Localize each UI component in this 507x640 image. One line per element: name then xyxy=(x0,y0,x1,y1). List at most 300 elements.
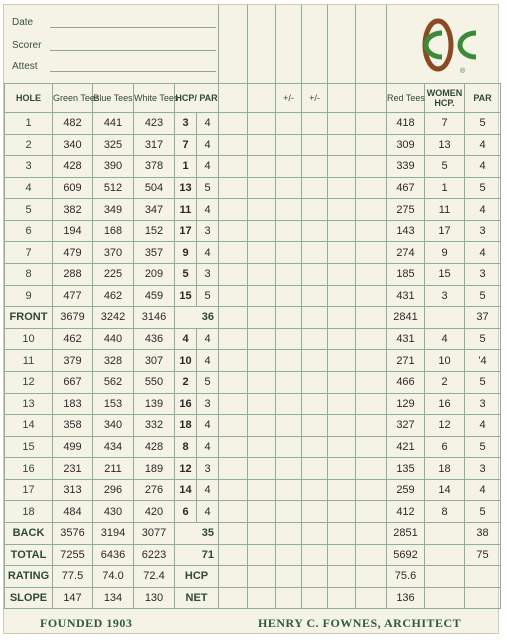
score-entry-cell[interactable] xyxy=(276,242,302,264)
red-yardage: 275 xyxy=(387,199,425,221)
hole-par: 5 xyxy=(197,285,219,307)
green-yardage: 499 xyxy=(53,436,93,458)
hole-par: 5 xyxy=(197,177,219,199)
score-entry-cell[interactable] xyxy=(248,479,276,501)
divider xyxy=(247,5,248,83)
score-entry-cell[interactable] xyxy=(356,587,387,609)
par-total: 35 xyxy=(175,522,219,544)
score-entry-cell[interactable] xyxy=(356,134,387,156)
score-entry-cell[interactable] xyxy=(302,436,328,458)
hole-row xyxy=(5,177,501,199)
date-field[interactable] xyxy=(12,17,33,28)
hole-par: 4 xyxy=(197,156,219,178)
green-slope: 147 xyxy=(53,587,93,609)
scorer-label: Scorer xyxy=(12,40,42,51)
green-yardage: 667 xyxy=(53,371,93,393)
score-entry-cell[interactable] xyxy=(219,285,248,307)
score-entry-cell[interactable] xyxy=(276,393,302,415)
hole-handicap: 5 xyxy=(175,264,197,286)
women-par: 3 xyxy=(465,220,501,242)
hole-number: 17 xyxy=(5,479,53,501)
score-entry-cell[interactable] xyxy=(302,285,328,307)
white-rating: 72.4 xyxy=(134,566,175,588)
score-entry-cell[interactable] xyxy=(328,479,356,501)
score-entry-cell[interactable] xyxy=(276,264,302,286)
score-entry-cell[interactable] xyxy=(356,156,387,178)
score-entry-cell[interactable] xyxy=(219,371,248,393)
score-entry-cell[interactable] xyxy=(276,479,302,501)
score-entry-cell[interactable] xyxy=(276,501,302,523)
registered-mark: ® xyxy=(460,68,466,75)
score-entry-cell[interactable] xyxy=(302,415,328,437)
hole-par: 3 xyxy=(197,393,219,415)
score-entry-cell[interactable] xyxy=(219,307,248,329)
white-yardage: 152 xyxy=(134,220,175,242)
score-entry-cell[interactable] xyxy=(219,458,248,480)
red-rating: 75.6 xyxy=(387,566,425,588)
score-entry-cell[interactable] xyxy=(248,458,276,480)
white-yardage: 317 xyxy=(134,134,175,156)
women-handicap: 17 xyxy=(425,220,465,242)
women-hcp-blank xyxy=(425,544,465,566)
blue-total: 3242 xyxy=(93,307,134,329)
score-entry-cell[interactable] xyxy=(328,371,356,393)
score-entry-cell[interactable] xyxy=(276,350,302,372)
hole-number: 7 xyxy=(5,242,53,264)
score-entry-cell[interactable] xyxy=(219,479,248,501)
white-yardage: 332 xyxy=(134,415,175,437)
score-entry-cell[interactable] xyxy=(248,113,276,135)
score-entry-cell[interactable] xyxy=(356,242,387,264)
women-par: 4 xyxy=(465,199,501,221)
white-yardage: 189 xyxy=(134,458,175,480)
score-entry-cell[interactable] xyxy=(219,587,248,609)
red-yardage: 467 xyxy=(387,177,425,199)
white-yardage: 139 xyxy=(134,393,175,415)
divider xyxy=(275,5,276,83)
score-entry-cell[interactable] xyxy=(356,113,387,135)
red-yardage: 259 xyxy=(387,479,425,501)
score-entry-cell[interactable] xyxy=(356,328,387,350)
score-entry-cell[interactable] xyxy=(219,134,248,156)
score-entry-cell[interactable] xyxy=(328,393,356,415)
score-entry-cell[interactable] xyxy=(248,177,276,199)
women-par: 4 xyxy=(465,134,501,156)
hole-number: 10 xyxy=(5,328,53,350)
score-entry-cell[interactable] xyxy=(356,566,387,588)
score-entry-cell[interactable] xyxy=(302,113,328,135)
score-entry-cell[interactable] xyxy=(248,522,276,544)
score-entry-cell[interactable] xyxy=(328,587,356,609)
white-yardage: 209 xyxy=(134,264,175,286)
score-entry-cell[interactable] xyxy=(302,328,328,350)
score-entry-cell[interactable] xyxy=(328,501,356,523)
score-entry-cell[interactable] xyxy=(302,264,328,286)
score-entry-cell[interactable] xyxy=(328,113,356,135)
hole-header: HOLE xyxy=(5,84,53,113)
score-entry-cell[interactable] xyxy=(356,177,387,199)
score-entry-cell[interactable] xyxy=(219,177,248,199)
score-entry-cell[interactable] xyxy=(328,436,356,458)
score-entry-cell[interactable] xyxy=(356,264,387,286)
score-entry-cell[interactable] xyxy=(276,371,302,393)
score-entry-cell[interactable] xyxy=(276,544,302,566)
hole-row xyxy=(5,393,501,415)
women-handicap: 6 xyxy=(425,436,465,458)
hole-handicap: 15 xyxy=(175,285,197,307)
score-entry-cell[interactable] xyxy=(219,544,248,566)
score-entry-cell[interactable] xyxy=(219,113,248,135)
score-entry-cell[interactable] xyxy=(248,242,276,264)
logo-c-left xyxy=(426,33,442,57)
blue-yardage: 325 xyxy=(93,134,134,156)
divider xyxy=(218,5,219,83)
green-yardage: 482 xyxy=(53,113,93,135)
green-yardage: 428 xyxy=(53,156,93,178)
women-hcp-label: HCP. xyxy=(434,98,455,108)
red-yardage: 274 xyxy=(387,242,425,264)
hole-par: 4 xyxy=(197,242,219,264)
score-entry-cell[interactable] xyxy=(219,522,248,544)
score-entry-cell[interactable] xyxy=(328,544,356,566)
score-entry-cell[interactable] xyxy=(276,220,302,242)
women-par-total: 75 xyxy=(465,544,501,566)
red-total: 2841 xyxy=(387,307,425,329)
blue-yardage: 349 xyxy=(93,199,134,221)
score-entry-cell[interactable] xyxy=(302,307,328,329)
score-entry-cell[interactable] xyxy=(219,199,248,221)
score-entry-cell[interactable] xyxy=(248,307,276,329)
score-entry-cell[interactable] xyxy=(248,415,276,437)
women-par: 5 xyxy=(465,177,501,199)
white-total: 6223 xyxy=(134,544,175,566)
women-handicap: 16 xyxy=(425,393,465,415)
score-entry-cell[interactable] xyxy=(219,242,248,264)
score-entry-cell[interactable] xyxy=(248,285,276,307)
score-entry-cell[interactable] xyxy=(328,264,356,286)
women-par: 5 xyxy=(465,501,501,523)
red-yardage: 431 xyxy=(387,285,425,307)
score-entry-cell[interactable] xyxy=(219,328,248,350)
attest-field[interactable] xyxy=(12,61,38,72)
hole-handicap: 6 xyxy=(175,501,197,523)
score-entry-cell[interactable] xyxy=(219,350,248,372)
hole-row xyxy=(5,458,501,480)
hole-number: 6 xyxy=(5,220,53,242)
score-entry-cell[interactable] xyxy=(276,566,302,588)
score-entry-cell[interactable] xyxy=(276,307,302,329)
score-entry-cell[interactable] xyxy=(356,371,387,393)
green-yardage: 462 xyxy=(53,328,93,350)
score-entry-cell[interactable] xyxy=(219,436,248,458)
score-entry-cell[interactable] xyxy=(219,415,248,437)
score-entry-cell[interactable] xyxy=(328,220,356,242)
hole-number: 12 xyxy=(5,371,53,393)
red-yardage: 129 xyxy=(387,393,425,415)
score-entry-cell[interactable] xyxy=(219,156,248,178)
score-entry-cell[interactable] xyxy=(328,350,356,372)
score-entry-cell[interactable] xyxy=(356,522,387,544)
blue-yardage: 441 xyxy=(93,113,134,135)
score-entry-cell[interactable] xyxy=(248,199,276,221)
hole-handicap: 18 xyxy=(175,415,197,437)
score-entry-cell[interactable] xyxy=(248,501,276,523)
score-entry-cell[interactable] xyxy=(356,199,387,221)
green-total: 3576 xyxy=(53,522,93,544)
women-label: WOMEN xyxy=(426,88,463,98)
red-yardage: 431 xyxy=(387,328,425,350)
score-entry-cell[interactable] xyxy=(248,134,276,156)
score-entry-cell[interactable] xyxy=(302,544,328,566)
hole-handicap: 9 xyxy=(175,242,197,264)
score-entry-cell[interactable] xyxy=(302,566,328,588)
score-entry-cell[interactable] xyxy=(356,285,387,307)
white-yardage: 428 xyxy=(134,436,175,458)
women-par: 3 xyxy=(465,458,501,480)
score-entry-cell[interactable] xyxy=(248,156,276,178)
score-entry-cell[interactable] xyxy=(276,328,302,350)
blue-yardage: 462 xyxy=(93,285,134,307)
hole-handicap: 11 xyxy=(175,199,197,221)
blue-rating: 74.0 xyxy=(93,566,134,588)
women-handicap: 12 xyxy=(425,415,465,437)
score-entry-cell[interactable] xyxy=(328,307,356,329)
score-entry-cell[interactable] xyxy=(302,522,328,544)
score-entry-cell[interactable] xyxy=(328,134,356,156)
hole-number: 13 xyxy=(5,393,53,415)
plus-minus-header: +/- xyxy=(302,84,328,113)
score-entry-cell[interactable] xyxy=(302,199,328,221)
score-entry-cell[interactable] xyxy=(276,436,302,458)
score-entry-cell[interactable] xyxy=(328,156,356,178)
blue-yardage: 390 xyxy=(93,156,134,178)
hole-par: 3 xyxy=(197,264,219,286)
score-entry-cell[interactable] xyxy=(328,566,356,588)
women-par: 4 xyxy=(465,415,501,437)
hole-number: 8 xyxy=(5,264,53,286)
women-par-total: 38 xyxy=(465,522,501,544)
score-entry-cell[interactable] xyxy=(276,285,302,307)
back-row xyxy=(5,522,501,544)
hole-number: 1 xyxy=(5,113,53,135)
score-entry-cell[interactable] xyxy=(276,415,302,437)
green-total: 7255 xyxy=(53,544,93,566)
score-entry-cell[interactable] xyxy=(302,242,328,264)
score-entry-cell[interactable] xyxy=(276,177,302,199)
white-yardage: 459 xyxy=(134,285,175,307)
score-entry-cell[interactable] xyxy=(276,134,302,156)
scorer-field[interactable] xyxy=(12,40,41,51)
red-yardage: 418 xyxy=(387,113,425,135)
score-entry-cell[interactable] xyxy=(328,285,356,307)
score-entry-cell[interactable] xyxy=(302,177,328,199)
score-entry-cell[interactable] xyxy=(356,544,387,566)
score-entry-cell[interactable] xyxy=(356,436,387,458)
score-entry-cell[interactable] xyxy=(248,393,276,415)
red-yardage: 143 xyxy=(387,220,425,242)
women-par-total: 37 xyxy=(465,307,501,329)
score-entry-cell[interactable] xyxy=(219,566,248,588)
green-total: 3679 xyxy=(53,307,93,329)
hole-handicap: 8 xyxy=(175,436,197,458)
front-row xyxy=(5,307,501,329)
score-entry-cell[interactable] xyxy=(219,264,248,286)
red-yardage: 339 xyxy=(387,156,425,178)
score-entry-cell[interactable] xyxy=(328,242,356,264)
blue-slope: 134 xyxy=(93,587,134,609)
hole-handicap: 13 xyxy=(175,177,197,199)
hole-handicap: 4 xyxy=(175,328,197,350)
score-entry-cell[interactable] xyxy=(219,501,248,523)
red-yardage: 412 xyxy=(387,501,425,523)
women-hcp-blank xyxy=(425,522,465,544)
score-entry-cell[interactable] xyxy=(302,371,328,393)
score-entry-cell[interactable] xyxy=(276,113,302,135)
score-entry-cell[interactable] xyxy=(302,587,328,609)
scorecard xyxy=(3,4,499,634)
score-entry-cell[interactable] xyxy=(328,84,356,113)
score-entry-cell[interactable] xyxy=(248,371,276,393)
blue-yardage: 340 xyxy=(93,415,134,437)
score-entry-cell[interactable] xyxy=(356,84,387,113)
red-yardage: 327 xyxy=(387,415,425,437)
score-entry-cell[interactable] xyxy=(276,522,302,544)
slope-row xyxy=(5,587,501,609)
score-entry-cell[interactable] xyxy=(302,220,328,242)
score-entry-cell[interactable] xyxy=(302,501,328,523)
hole-number: 14 xyxy=(5,415,53,437)
women-par: 4 xyxy=(465,479,501,501)
score-entry-cell[interactable] xyxy=(248,84,276,113)
score-entry-cell[interactable] xyxy=(328,458,356,480)
red-yardage: 271 xyxy=(387,350,425,372)
score-entry-cell[interactable] xyxy=(248,436,276,458)
date-line xyxy=(50,27,216,28)
red-yardage: 185 xyxy=(387,264,425,286)
score-entry-cell[interactable] xyxy=(356,458,387,480)
women-par: 3 xyxy=(465,264,501,286)
score-entry-cell[interactable] xyxy=(328,328,356,350)
header-row xyxy=(5,84,501,113)
hole-row xyxy=(5,199,501,221)
hole-row xyxy=(5,436,501,458)
blank-cell xyxy=(425,587,465,609)
green-yardage: 288 xyxy=(53,264,93,286)
white-yardage: 307 xyxy=(134,350,175,372)
score-entry-cell[interactable] xyxy=(356,307,387,329)
score-entry-cell[interactable] xyxy=(328,177,356,199)
hole-par: 4 xyxy=(197,479,219,501)
women-par: '4 xyxy=(465,350,501,372)
hole-row xyxy=(5,371,501,393)
divider xyxy=(386,5,387,83)
green-tees-header: Green Tees xyxy=(53,84,93,113)
women-par: 5 xyxy=(465,371,501,393)
white-total: 3077 xyxy=(134,522,175,544)
white-yardage: 357 xyxy=(134,242,175,264)
score-entry-cell[interactable] xyxy=(356,220,387,242)
hole-par: 4 xyxy=(197,436,219,458)
women-par: 5 xyxy=(465,285,501,307)
women-hcp-blank xyxy=(425,307,465,329)
score-entry-cell[interactable] xyxy=(219,220,248,242)
score-entry-cell[interactable] xyxy=(276,587,302,609)
green-rating: 77.5 xyxy=(53,566,93,588)
score-entry-cell[interactable] xyxy=(356,350,387,372)
women-handicap: 18 xyxy=(425,458,465,480)
hole-par: 4 xyxy=(197,113,219,135)
score-entry-cell[interactable] xyxy=(248,264,276,286)
score-entry-cell[interactable] xyxy=(302,458,328,480)
score-entry-cell[interactable] xyxy=(248,220,276,242)
score-entry-cell[interactable] xyxy=(328,199,356,221)
green-yardage: 379 xyxy=(53,350,93,372)
blue-yardage: 211 xyxy=(93,458,134,480)
score-entry-cell[interactable] xyxy=(276,156,302,178)
hole-row xyxy=(5,156,501,178)
score-entry-cell[interactable] xyxy=(248,587,276,609)
hole-number: 16 xyxy=(5,458,53,480)
score-entry-cell[interactable] xyxy=(248,350,276,372)
score-entry-cell[interactable] xyxy=(328,415,356,437)
blue-yardage: 328 xyxy=(93,350,134,372)
score-entry-cell[interactable] xyxy=(356,393,387,415)
hole-row xyxy=(5,134,501,156)
score-entry-cell[interactable] xyxy=(302,479,328,501)
green-yardage: 358 xyxy=(53,415,93,437)
green-yardage: 340 xyxy=(53,134,93,156)
women-handicap: 5 xyxy=(425,156,465,178)
total-row-label: TOTAL xyxy=(5,544,53,566)
women-handicap: 7 xyxy=(425,113,465,135)
founded-text: FOUNDED 1903 xyxy=(40,616,133,630)
hole-par: 4 xyxy=(197,415,219,437)
white-yardage: 423 xyxy=(134,113,175,135)
score-entry-cell[interactable] xyxy=(302,156,328,178)
green-yardage: 484 xyxy=(53,501,93,523)
score-entry-cell[interactable] xyxy=(276,199,302,221)
score-entry-cell[interactable] xyxy=(356,479,387,501)
score-entry-cell[interactable] xyxy=(328,522,356,544)
score-entry-cell[interactable] xyxy=(248,544,276,566)
score-entry-cell[interactable] xyxy=(219,393,248,415)
hole-row xyxy=(5,242,501,264)
score-entry-cell[interactable] xyxy=(302,350,328,372)
green-yardage: 382 xyxy=(53,199,93,221)
hole-par: 3 xyxy=(197,458,219,480)
white-tees-header: White Tees xyxy=(134,84,175,113)
date-label: Date xyxy=(12,17,34,28)
hole-par: 4 xyxy=(197,134,219,156)
score-entry-cell[interactable] xyxy=(302,134,328,156)
blue-yardage: 562 xyxy=(93,371,134,393)
hole-handicap: 16 xyxy=(175,393,197,415)
hole-par: 4 xyxy=(197,328,219,350)
score-entry-cell[interactable] xyxy=(248,566,276,588)
women-handicap: 3 xyxy=(425,285,465,307)
score-entry-cell[interactable] xyxy=(219,84,248,113)
score-entry-cell[interactable] xyxy=(356,501,387,523)
score-entry-cell[interactable] xyxy=(276,458,302,480)
women-handicap: 13 xyxy=(425,134,465,156)
hole-number: 18 xyxy=(5,501,53,523)
white-yardage: 378 xyxy=(134,156,175,178)
score-entry-cell[interactable] xyxy=(302,393,328,415)
hole-par: 5 xyxy=(197,371,219,393)
white-yardage: 420 xyxy=(134,501,175,523)
score-entry-cell[interactable] xyxy=(356,415,387,437)
score-entry-cell[interactable] xyxy=(248,328,276,350)
